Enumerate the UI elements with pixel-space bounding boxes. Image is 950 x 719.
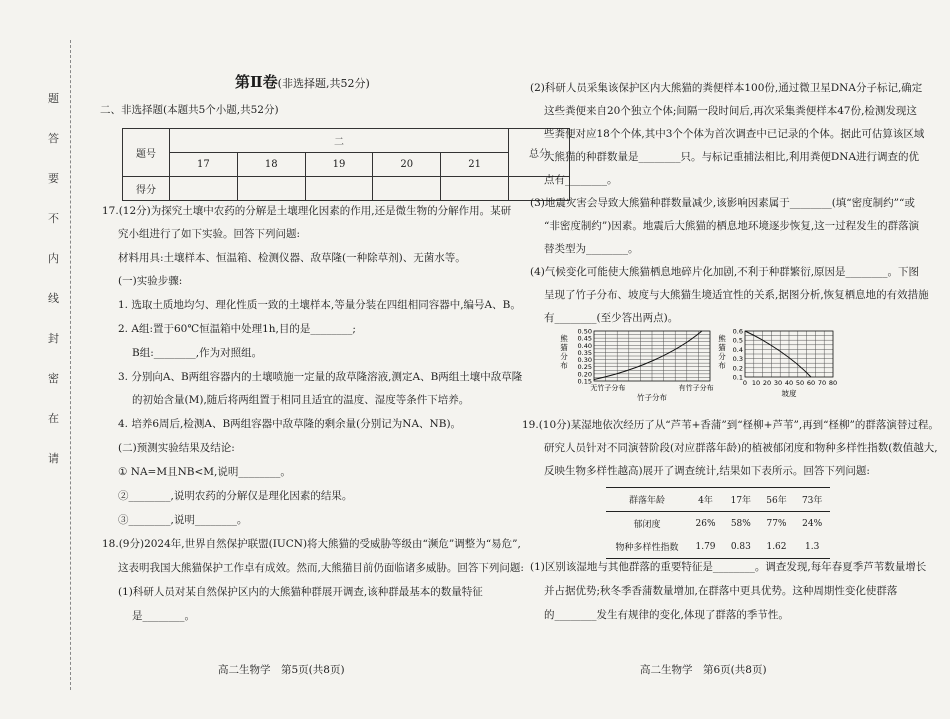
- y-axis-label: 猫: [718, 343, 726, 352]
- q18-2-line: 这些粪便来自20个独立个体;间隔一段时间后,再次采集粪便样本47份,检测发现这: [544, 105, 917, 117]
- y-axis-label: 布: [560, 361, 568, 370]
- q17-step4: 4. 培养6周后,检测A、B两组容器中敌草隆的剩余量(分别记为NA、NB)。: [118, 418, 462, 430]
- q18-sub1b: 是________。: [132, 610, 195, 622]
- y-tick-label: 0.2: [732, 364, 743, 373]
- q19-line: 反映生物多样性越高)展开了调查统计,结果如下表所示。回答下列问题:: [544, 465, 870, 477]
- q17-steps-title: (一)实验步骤:: [118, 275, 183, 287]
- y-tick-label: 0.40: [577, 341, 592, 350]
- q17-step3a: 3. 分别向A、B两组容器内的土壤喷施一定量的敌草隆溶液,测定A、B两组土壤中敌草隆: [118, 371, 523, 383]
- score-table: [122, 128, 570, 201]
- x-tick-label: 30: [773, 379, 783, 387]
- stats-header: 群落年龄: [606, 488, 688, 512]
- stats-header: 73年: [794, 488, 830, 512]
- q17-p3: ③________,说明________。: [118, 514, 248, 526]
- y-tick-label: 0.45: [577, 334, 592, 343]
- stats-cell: 物种多样性指数: [606, 535, 688, 559]
- q18-line1: 18.(9分)2024年,世界自然保护联盟(IUCN)将大熊猫的受威胁等级由“濒危”调整为“易危”,: [102, 538, 521, 550]
- defen-cell: 得分: [123, 177, 170, 201]
- q18-2-line: (2)科研人员采集该保护区内大熊猫的粪便样本100份,通过微卫星DNA分子标记,确定: [530, 82, 923, 94]
- q17-p2: ②________,说明农药的分解仅是理化因素的结果。: [118, 490, 353, 502]
- number-cell: 18: [237, 153, 305, 177]
- stats-cell: 郁闭度: [606, 512, 688, 536]
- binding-char: 题: [48, 92, 59, 105]
- q19-line: 19.(10分)某湿地依次经历了从“芦苇+香蒲”到“柽柳+芦苇”,再到“柽柳”的群落演替过程。: [522, 419, 939, 431]
- x-tick-label: 70: [817, 379, 827, 387]
- q19-1-line: 并占据优势;秋冬季香蒲数量增加,在群落中更具优势。这种周期性变化使群落: [544, 585, 898, 597]
- x-tick-label: 无竹子分布: [590, 384, 626, 392]
- y-tick-label: 0.4: [732, 345, 743, 354]
- section-title: 第Ⅱ卷(非选择题,共52分): [235, 73, 370, 91]
- q18-2-line: 些粪便对应18个个体,其中3个个体为首次调查中已记录的个体。据此可估算该区域: [544, 128, 925, 140]
- x-tick-label: 10: [751, 379, 761, 387]
- seal-line: [70, 40, 71, 690]
- q18-3-line: (3)地震灾害会导致大熊猫种群数量减少,该影响因素属于________(填“密度制约”“或: [530, 197, 915, 209]
- binding-char: 密: [48, 372, 59, 385]
- y-tick-label: 0.20: [577, 370, 592, 379]
- stats-cell: 77%: [759, 512, 795, 536]
- q17-p1: ① NA=M且NB<M,说明________。: [118, 466, 291, 478]
- stats-cell: 24%: [794, 512, 830, 536]
- y-tick-label: 0.1: [732, 373, 743, 382]
- y-tick-label: 0.15: [577, 377, 592, 386]
- stats-header: 17年: [723, 488, 759, 512]
- y-axis-label: 分: [718, 352, 726, 361]
- x-tick-label: 40: [784, 379, 794, 387]
- x-tick-label: 0: [742, 379, 748, 387]
- q18-2-line: 大熊猫的种群数量是________只。与标记重捕法相比,利用粪便DNA进行调查的优: [544, 151, 920, 163]
- total-cell: 总分: [509, 129, 570, 177]
- number-cell: 21: [441, 153, 509, 177]
- stats-cell: 1.62: [759, 535, 795, 559]
- q17-line1: 17.(12分)为探究土壤中农药的分解是土壤理化因素的作用,还是微生物的分解作用。某研: [102, 205, 512, 217]
- number-cell: 20: [373, 153, 441, 177]
- binding-char: 要: [48, 172, 59, 185]
- q17-step2b: B组:________,作为对照组。: [132, 347, 263, 359]
- q18-2-line: 点有________。: [544, 174, 618, 186]
- binding-char: 封: [48, 332, 59, 345]
- q19-line: 研究人员针对不同演替阶段(对应群落年龄)的植被郁闭度和物种多样性指数(数值越大,: [544, 442, 938, 454]
- q18-4-line: 呈现了竹子分布、坡度与大熊猫生境适宜性的关系,据图分析,恢复栖息地的有效措施: [544, 289, 929, 301]
- chart-slope: [715, 325, 860, 415]
- y-axis-label: 分: [560, 352, 568, 361]
- score-blank[interactable]: [441, 177, 509, 201]
- binding-char: 请: [48, 452, 59, 465]
- x-tick-label: 50: [795, 379, 805, 387]
- y-tick-label: 0.30: [577, 356, 592, 365]
- q18-3-line: 替类型为________。: [544, 243, 639, 255]
- stats-table: [606, 487, 830, 559]
- stats-cell: 1.79: [688, 535, 723, 559]
- q17-predict-title: (二)预测实验结果及结论:: [118, 442, 235, 454]
- stats-header: 4年: [688, 488, 723, 512]
- x-tick-label: 20: [762, 379, 772, 387]
- q17-step3b: 的初始含量(M),随后将两组置于相同且适宜的温度、湿度等条件下培养。: [132, 394, 470, 406]
- y-axis-label: 熊: [560, 334, 568, 343]
- stats-header: 56年: [759, 488, 795, 512]
- y-tick-label: 0.6: [732, 327, 743, 336]
- y-tick-label: 0.3: [732, 355, 743, 364]
- q18-4-line: 有________(至少答出两点)。: [544, 312, 679, 324]
- y-axis-label: 布: [718, 361, 726, 370]
- y-tick-label: 0.5: [732, 336, 743, 345]
- stats-cell: 58%: [723, 512, 759, 536]
- x-axis-label: 竹子分布: [637, 393, 667, 402]
- x-tick-label: 有竹子分布: [678, 384, 714, 392]
- chart-bamboo: [550, 325, 730, 415]
- q17-step2: 2. A组:置于60℃恒温箱中处理1h,目的是________;: [118, 323, 356, 335]
- number-cell: 19: [305, 153, 373, 177]
- stats-cell: 26%: [688, 512, 723, 536]
- score-blank[interactable]: [305, 177, 373, 201]
- y-axis-label: 猫: [560, 343, 568, 352]
- number-cell: 17: [170, 153, 238, 177]
- stats-cell: 1.3: [794, 535, 830, 559]
- binding-char: 线: [48, 292, 59, 305]
- binding-char: 答: [48, 132, 59, 145]
- q19-1-line: (1)区别该湿地与其他群落的重要特征是________。调查发现,每年春夏季芦苇数量增长: [530, 561, 927, 573]
- score-blank[interactable]: [373, 177, 441, 201]
- x-tick-label: 80: [828, 379, 838, 387]
- page-footer: 高二生物学 第5页(共8页): [218, 664, 345, 676]
- x-tick-label: 60: [806, 379, 816, 387]
- stats-cell: 0.83: [723, 535, 759, 559]
- binding-char: 在: [48, 412, 59, 425]
- y-tick-label: 0.50: [577, 327, 592, 336]
- binding-char: 内: [48, 252, 59, 265]
- y-tick-label: 0.35: [577, 348, 592, 357]
- q17-line2: 究小组进行了如下实验。回答下列问题:: [118, 228, 301, 240]
- q19-1-line: 的________发生有规律的变化,体现了群落的季节性。: [544, 609, 789, 621]
- q17-step1: 1. 选取土质地均匀、理化性质一致的土壤样本,等量分装在四组相同容器中,编号A、B。: [118, 299, 521, 311]
- y-axis-label: 熊: [718, 334, 726, 343]
- group-cell: 二: [170, 129, 509, 153]
- x-axis-label: 坡度: [781, 389, 797, 398]
- score-blank[interactable]: [170, 177, 238, 201]
- binding-margin: [18, 40, 78, 690]
- tihao-cell: 题号: [123, 129, 170, 177]
- q18-3-line: “非密度制约”)因素。地震后大熊猫的栖息地环境逐步恢复,这一过程发生的群落演: [544, 220, 920, 232]
- q18-4-line: (4)气候变化可能使大熊猫栖息地碎片化加剧,不利于种群繁衍,原因是________。下图: [530, 266, 920, 278]
- score-blank[interactable]: [237, 177, 305, 201]
- part-heading: 二、非选择题(本题共5个小题,共52分): [100, 104, 279, 116]
- q17-materials: 材料用具:土壤样本、恒温箱、检测仪器、敌草隆(一种除草剂)、无菌水等。: [118, 252, 466, 264]
- q18-sub1a: (1)科研人员对某自然保护区内的大熊猫种群展开调查,该种群最基本的数量特征: [118, 586, 483, 598]
- y-tick-label: 0.25: [577, 363, 592, 372]
- binding-char: 不: [48, 212, 59, 225]
- page-footer: 高二生物学 第6页(共8页): [640, 664, 767, 676]
- q18-line2: 这表明我国大熊猫保护工作卓有成效。然而,大熊猫目前仍面临诸多威胁。回答下列问题:: [118, 562, 524, 574]
